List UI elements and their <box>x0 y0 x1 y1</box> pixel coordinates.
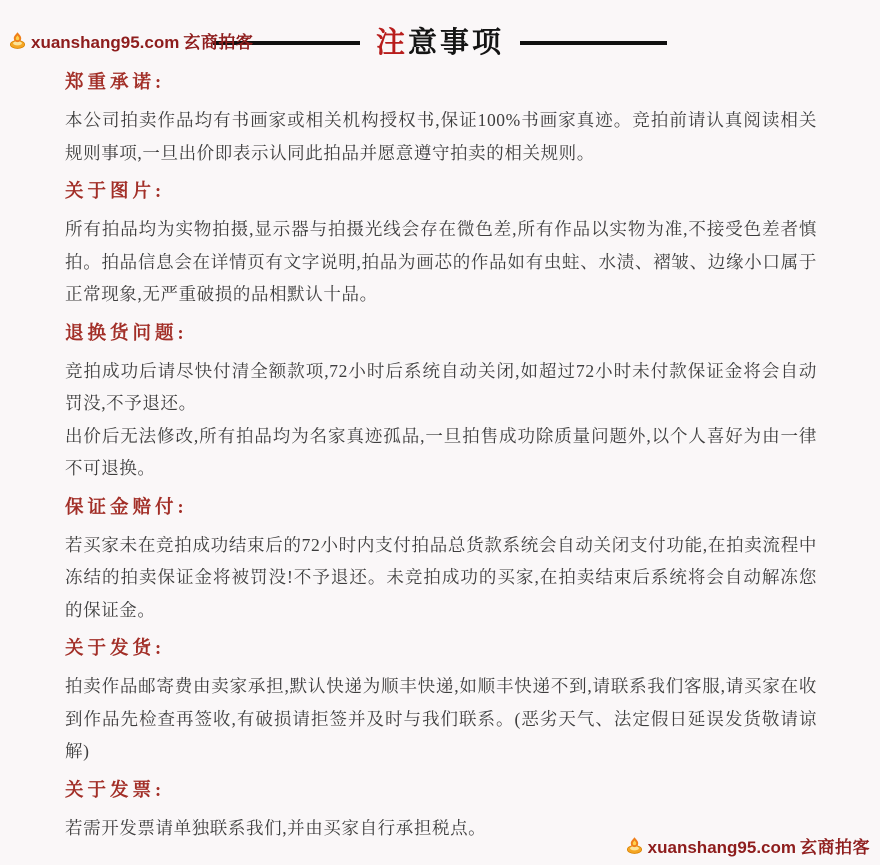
notice-page <box>0 26 880 865</box>
section-paragraph: 若需开发票请单独联系我们,并由买家自行承担税点。 <box>65 817 487 838</box>
site-logo-domain: xuanshang95.com <box>647 838 796 857</box>
section-shipping <box>65 638 817 768</box>
section-invoice <box>65 780 817 845</box>
site-logo-brand: 玄商拍客 <box>800 838 870 857</box>
section-heading: 关于发货: <box>65 639 166 659</box>
site-logo-bottom[interactable] <box>625 836 870 860</box>
title-right-rule <box>520 41 667 45</box>
page-title <box>376 26 504 60</box>
section-returns <box>65 323 817 485</box>
section-paragraph: 竞拍成功后请尽快付清全额款项,72小时后系统自动关闭,如超过72小时未付款保证金将会自动罚没,不予退还。 <box>65 360 817 413</box>
site-logo-top[interactable] <box>8 31 253 55</box>
section-heading: 关于图片: <box>65 182 166 202</box>
flame-bowl-icon <box>8 31 27 55</box>
section-heading: 关于发票: <box>65 780 166 801</box>
section-solemn-promise <box>65 72 817 169</box>
section-heading: 退换货问题: <box>65 323 188 344</box>
section-paragraph: 拍卖作品邮寄费由卖家承担,默认快递为顺丰快递,如顺丰快递不到,请联系我们客服,请买家在收到作品先检查再签收,有破损请拒签并及时与我们联系。(恶劣天气、法定假日延误发货敬请谅解) <box>65 676 817 761</box>
section-heading: 郑重承诺: <box>65 73 166 93</box>
section-heading: 保证金赔付: <box>65 497 188 518</box>
section-paragraph: 所有拍品均为实物拍摄,显示器与拍摄光线会存在微色差,所有作品以实物为准,不接受色差者慎拍。拍品信息会在详情页有文字说明,拍品为画芯的作品如有虫蛀、水渍、褶皱、边缘小口属于正常现象,无严重破损的品相默认十品。 <box>65 219 817 304</box>
page-title-accent-char: 注 <box>375 27 408 59</box>
site-logo-domain: xuanshang95.com <box>31 33 180 52</box>
section-paragraph: 本公司拍卖作品均有书画家或相关机构授权书,保证100%书画家真迹。竞拍前请认真阅读相关规则事项,一旦出价即表示认同此拍品并愿意遵守拍卖的相关规则。 <box>65 110 817 163</box>
section-paragraph: 出价后无法修改,所有拍品均为名家真迹孤品,一旦拍售成功除质量问题外,以个人喜好为由一律不可退换。 <box>65 425 817 478</box>
flame-bowl-icon <box>625 836 644 860</box>
section-deposit-compensation <box>65 497 817 627</box>
site-logo-brand: 玄商拍客 <box>183 33 254 52</box>
section-about-images <box>65 181 817 311</box>
section-paragraph: 若买家未在竞拍成功结束后的72小时内支付拍品总货款系统会自动关闭支付功能,在拍卖流程中冻结的拍卖保证金将被罚没!不予退还。未竞拍成功的买家,在拍卖结束后系统将会自动解冻您的保证金。 <box>65 534 817 620</box>
notice-content <box>0 72 880 844</box>
page-title-rest: 意事项 <box>408 27 505 59</box>
